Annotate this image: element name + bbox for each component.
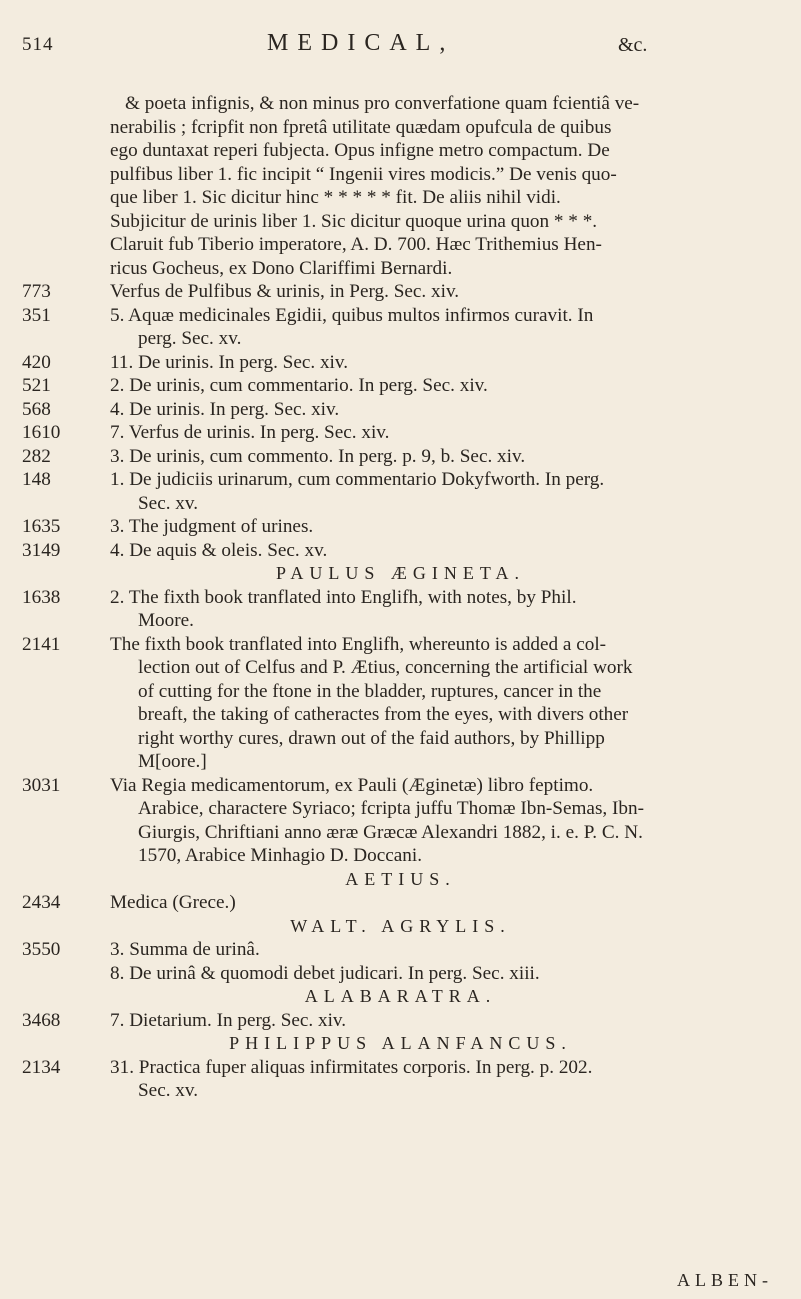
catalogue-line [0,515,801,539]
catalogue-line [0,797,801,821]
catalogue-line [0,210,801,234]
page-number: 514 [22,34,54,55]
entry-text: 3. De urinis, cum commento. In perg. p. 9, b. Sec. xiv. [110,445,526,467]
catalogue-line [0,680,801,704]
entry-text: 3. Summa de urinâ. [110,939,260,960]
catalogue-line [0,821,801,845]
catalogue-line [0,750,801,774]
catalogue-line [0,445,801,469]
entry-text: 11. De urinis. In perg. Sec. xiv. [110,351,349,373]
manuscript-number: 521 [22,375,51,396]
catalogue-body [0,92,801,1103]
manuscript-number: 1638 [22,586,61,608]
author-heading [0,1032,801,1056]
catalogue-line [0,586,801,610]
author-heading [0,562,801,586]
manuscript-number: 2141 [22,633,61,655]
entry-text: M[oore.] [138,751,207,772]
entry-text: 1570, Arabice Minhagio D. Doccani. [138,845,423,866]
catalogue-line [0,1009,801,1033]
author-heading [0,915,801,939]
entry-text: Claruit fub Tiberio imperatore, A. D. 700. Hæc Trithemius Hen- [110,234,602,255]
manuscript-number: 420 [22,351,51,373]
author-name: WALT. AGRYLIS. [290,915,511,936]
catalogue-line [0,398,801,422]
manuscript-number: 148 [22,469,51,490]
catalogue-line [0,727,801,751]
catalogue-line [0,233,801,257]
catalogue-line [0,1079,801,1103]
catalogue-line [0,468,801,492]
catalogue-line [0,327,801,351]
entry-text: 4. De urinis. In perg. Sec. xiv. [110,398,340,420]
running-header [22,28,782,58]
manuscript-number: 282 [22,445,51,467]
manuscript-number: 3031 [22,774,61,796]
author-name: AETIUS. [345,868,456,889]
catalogue-line [0,774,801,798]
entry-text: ego duntaxat reperi fubjecta. Opus infigne metro compactum. De [110,140,610,161]
catalogue-line [0,492,801,516]
manuscript-number: 1635 [22,516,61,537]
entry-text: 1. De judiciis urinarum, cum commentario Dokyfworth. In perg. [110,469,605,490]
catalogue-line [0,844,801,868]
catalogue-line [0,304,801,328]
catalogue-line [0,257,801,281]
catalogue-line [0,186,801,210]
entry-text: Medica (Grece.) [110,892,236,913]
running-title: MEDICAL, [267,30,455,56]
manuscript-number: 351 [22,304,51,326]
entry-text: The fixth book tranflated into Englifh, whereunto is added a col- [110,633,607,655]
entry-text: 7. Verfus de urinis. In perg. Sec. xiv. [110,422,390,443]
manuscript-number: 568 [22,398,51,420]
catalogue-line [0,351,801,375]
manuscript-number: 773 [22,281,51,302]
entry-text: lection out of Celfus and P. Ætius, concerning the artificial work [138,657,633,678]
manuscript-number: 2434 [22,892,61,913]
author-heading [0,985,801,1009]
catalogue-line [0,163,801,187]
catalogue-line [0,656,801,680]
catalogue-line [0,609,801,633]
catalogue-line [0,539,801,563]
entry-text: Sec. xv. [138,1080,199,1101]
catalogue-line [0,938,801,962]
entry-text: Moore. [138,610,194,631]
catalogue-line [0,139,801,163]
entry-text: Verfus de Pulfibus & urinis, in Perg. Sec. xiv. [110,281,460,302]
entry-text: breaft, the taking of catheractes from the eyes, with divers other [138,704,629,725]
catalogue-line [0,92,801,116]
entry-text: right worthy cures, drawn out of the faid authors, by Phillipp [138,727,605,749]
author-name: PHILIPPUS ALANFANCUS. [229,1033,572,1053]
entry-text: of cutting for the ftone in the bladder, ruptures, cancer in the [138,680,602,702]
running-title-tail: &c. [618,34,648,56]
catalogue-line [0,962,801,986]
catalogue-line [0,374,801,398]
entry-text: Subjicitur de urinis liber 1. Sic dicitur quoque urina quon * * *. [110,210,598,232]
entry-text: pulfibus liber 1. fic incipit “ Ingenii vires modicis.” De venis quo- [110,163,617,185]
entry-text: & poeta infignis, & non minus pro converfatione quam fcientiâ ve- [125,93,640,114]
entry-text: Arabice, charactere Syriaco; fcripta juffu Thomæ Ibn-Semas, Ibn- [138,798,644,819]
manuscript-number: 2134 [22,1056,61,1078]
entry-text: perg. Sec. xv. [138,328,242,349]
manuscript-number: 1610 [22,422,61,443]
entry-text: 3. The judgment of urines. [110,516,314,537]
entry-text: 5. Aquæ medicinales Egidii, quibus multos infirmos curavit. In [110,304,594,326]
entry-text: 8. De urinâ & quomodi debet judicari. In perg. Sec. xiii. [110,962,540,984]
manuscript-number: 3550 [22,939,61,960]
catalogue-line [0,891,801,915]
catalogue-line [0,633,801,657]
author-name: PAULUS ÆGINETA. [276,563,525,583]
catalogue-line [0,1056,801,1080]
entry-text: Sec. xv. [138,492,199,514]
catalogue-line [0,280,801,304]
author-heading [0,868,801,892]
catalogue-line [0,703,801,727]
entry-text: 7. Dietarium. In perg. Sec. xiv. [110,1009,347,1031]
author-name: ALABARATRA. [304,986,497,1006]
manuscript-number: 3149 [22,539,61,561]
entry-text: 31. Practica fuper aliquas infirmitates corporis. In perg. p. 202. [110,1056,593,1078]
entry-text: 2. The fixth book tranflated into Englifh, with notes, by Phil. [110,586,577,608]
catchword: ALBEN- [677,1270,773,1290]
catalogue-line [0,421,801,445]
entry-text: Via Regia medicamentorum, ex Pauli (Æginetæ) libro feptimo. [110,774,594,796]
entry-text: 4. De aquis & oleis. Sec. xv. [110,539,328,561]
manuscript-number: 3468 [22,1009,61,1031]
entry-text: nerabilis ; fcripfit non fpretâ utilitate quædam opufcula de quibus [110,116,612,138]
entry-text: ricus Gocheus, ex Dono Clariffimi Bernardi. [110,257,453,279]
entry-text: que liber 1. Sic dicitur hinc * * * * * fit. De aliis nihil vidi. [110,187,561,208]
entry-text: Giurgis, Chriftiani anno æræ Græcæ Alexandri 1882, i. e. P. C. N. [138,821,643,843]
catalogue-line [0,116,801,140]
entry-text: 2. De urinis, cum commentario. In perg. Sec. xiv. [110,375,488,396]
